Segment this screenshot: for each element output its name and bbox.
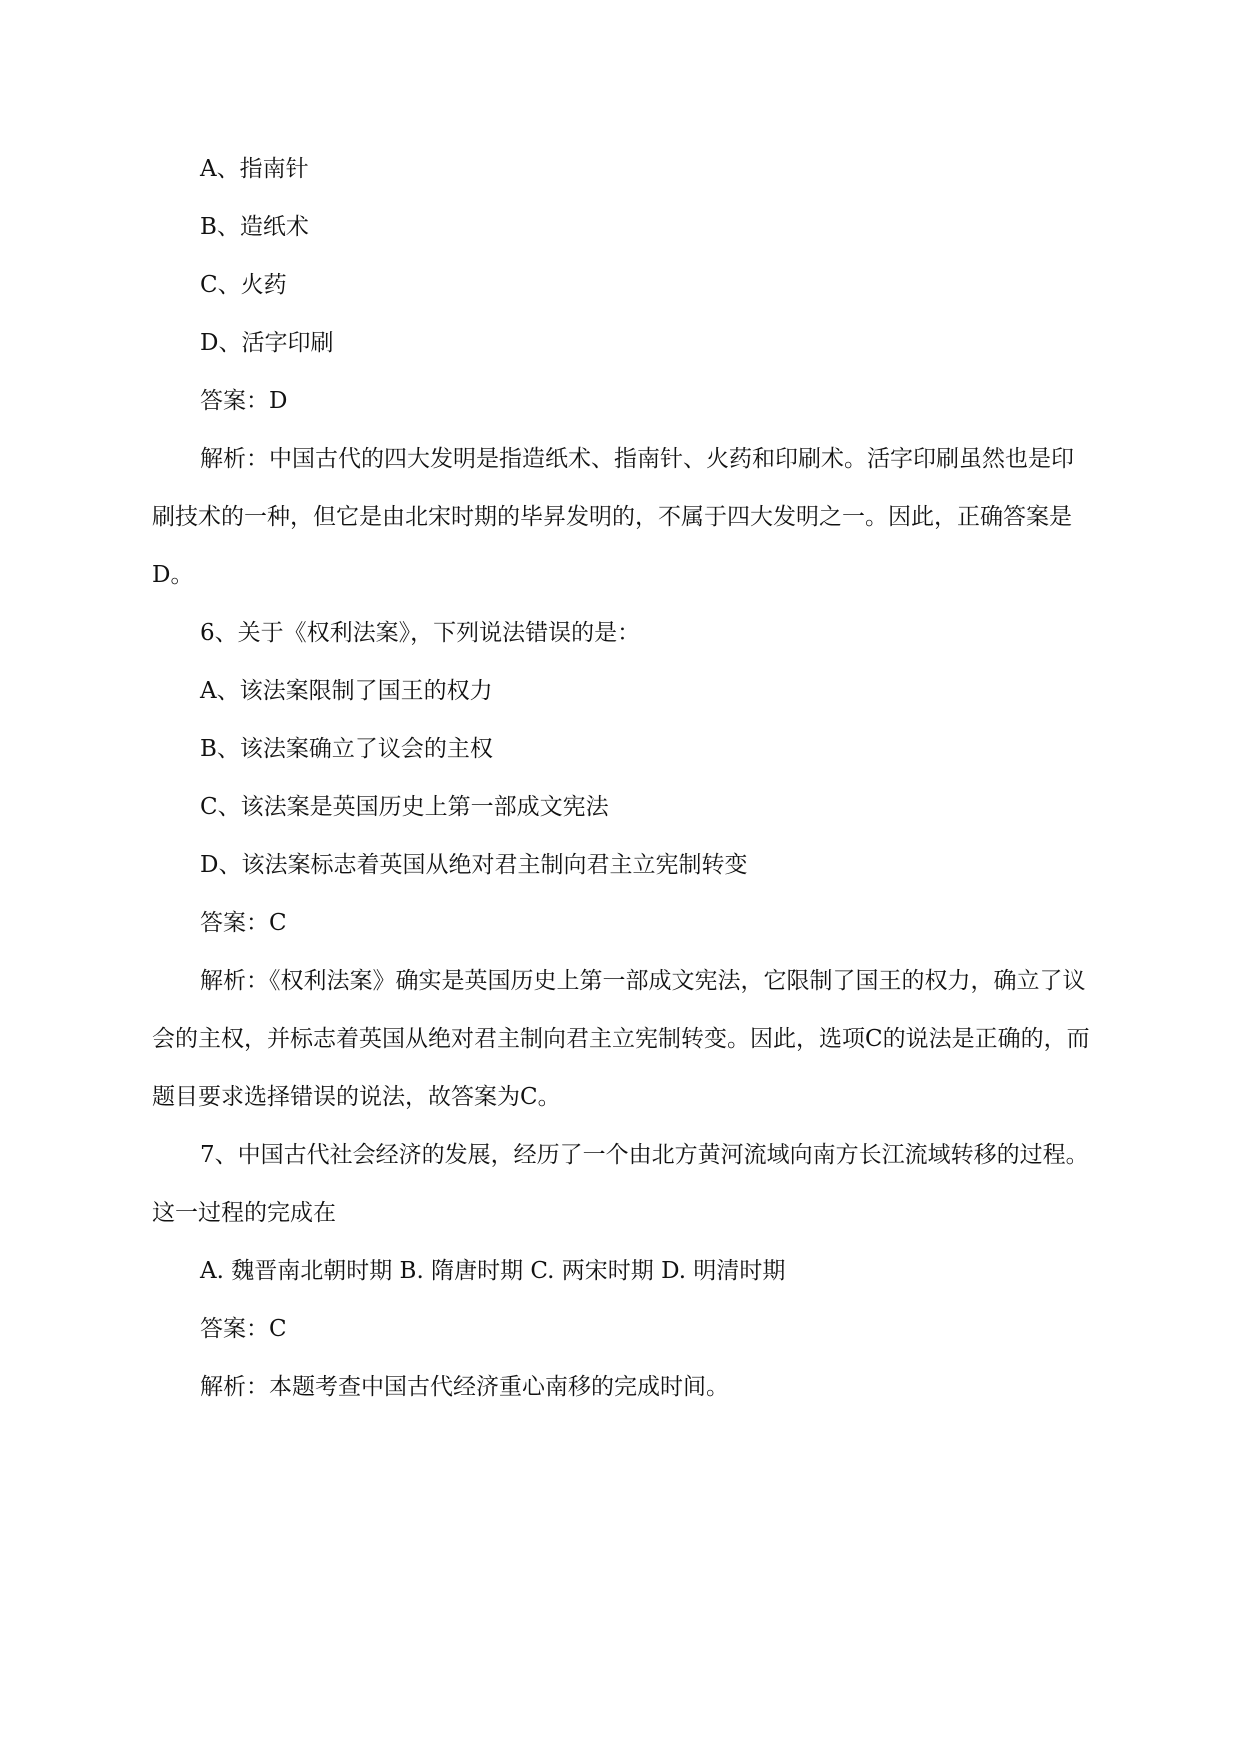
document-content	[152, 140, 1092, 1416]
q5-option-b: B、造纸术	[200, 214, 309, 240]
q5-option-d: D、活字印刷	[200, 330, 334, 356]
q5-option-a: A、指南针	[200, 156, 309, 182]
q6-option-d: D、该法案标志着英国从绝对君主制向君主立宪制转变	[200, 852, 748, 878]
q5-answer: 答案：D	[200, 388, 288, 414]
q6-analysis: 解析：《权利法案》确实是英国历史上第一部成文宪法，它限制了国王的权力，确立了议会的主权，并标志着英国从绝对君主制向君主立宪制转变。因此，选项C的说法是正确的，而题目要求选择错误的说法，故答案为C。	[152, 968, 1090, 1110]
q6-question: 6、关于《权利法案》，下列说法错误的是：	[200, 620, 641, 646]
q7-options: A. 魏晋南北朝时期 B. 隋唐时期 C. 两宋时期 D. 明清时期	[200, 1258, 786, 1284]
q7-analysis: 解析：本题考查中国古代经济重心南移的完成时间。	[200, 1374, 729, 1400]
q6-option-c: C、该法案是英国历史上第一部成文宪法	[200, 794, 609, 820]
q6-option-a: A、该法案限制了国王的权力	[200, 678, 493, 704]
q6-answer: 答案：C	[200, 910, 287, 936]
q7-question: 7、中国古代社会经济的发展，经历了一个由北方黄河流域向南方长江流域转移的过程。这一过程的完成在	[152, 1142, 1089, 1226]
q7-answer: 答案：C	[200, 1316, 287, 1342]
q6-option-b: B、该法案确立了议会的主权	[200, 736, 493, 762]
q5-option-c: C、火药	[200, 272, 287, 298]
q5-analysis: 解析：中国古代的四大发明是指造纸术、指南针、火药和印刷术。活字印刷虽然也是印刷技术的一种，但它是由北宋时期的毕昇发明的，不属于四大发明之一。因此，正确答案是D。	[152, 446, 1074, 588]
